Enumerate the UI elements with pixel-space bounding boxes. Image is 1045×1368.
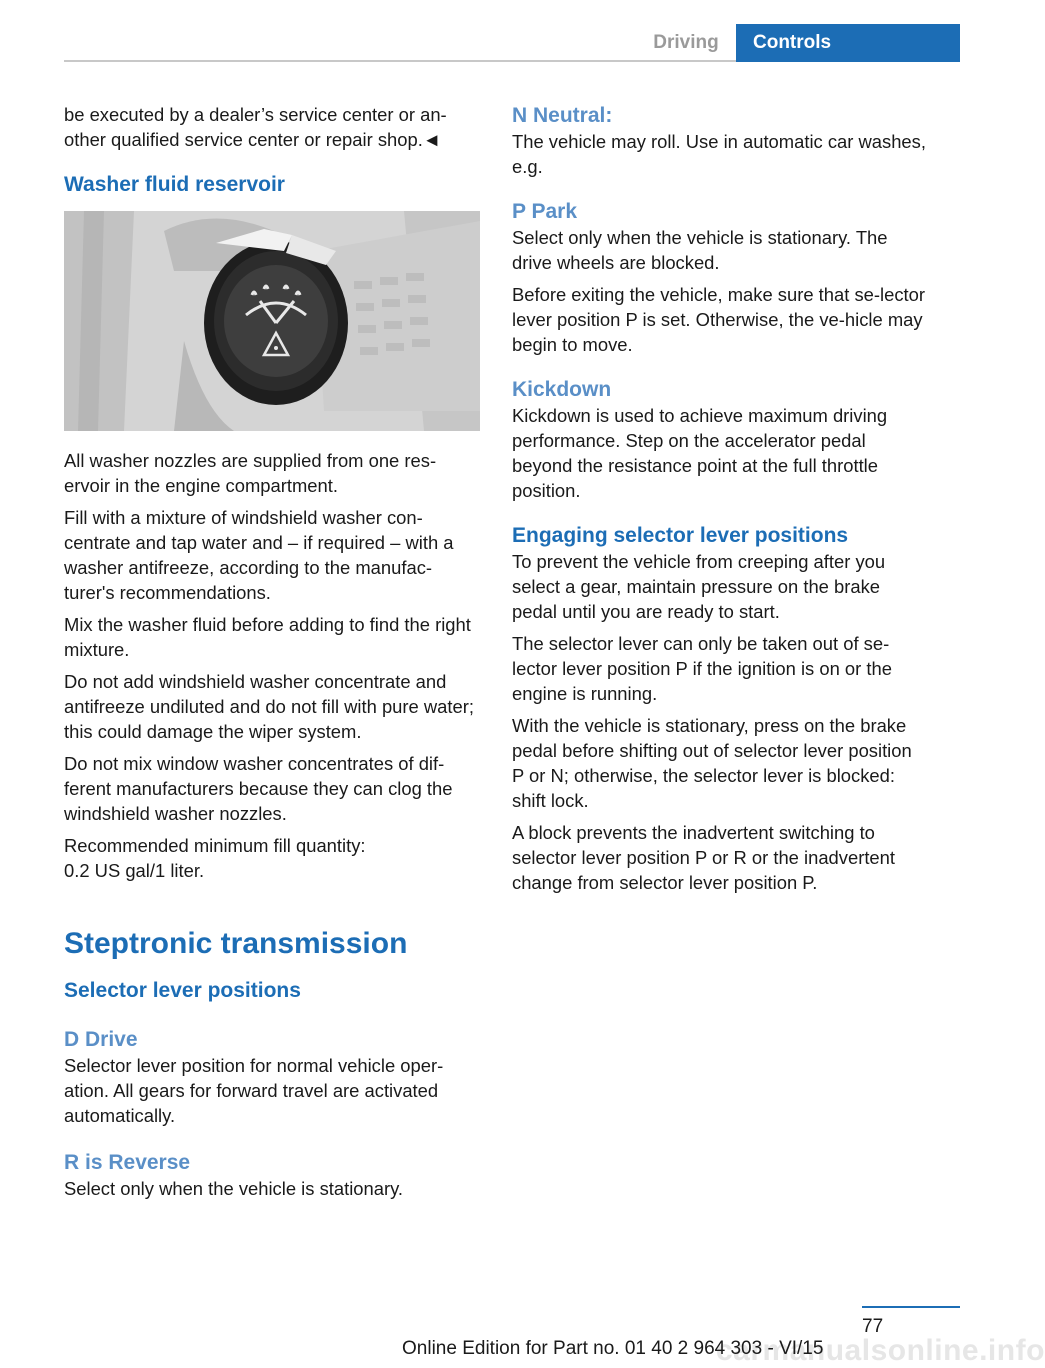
washer-paragraph: Mix the washer fluid before adding to find the right mixture.	[64, 614, 471, 660]
right-column	[512, 102, 928, 902]
kickdown-heading: Kickdown	[512, 378, 612, 401]
p-park-text: Before exiting the vehicle, make sure that se-lector lever position P is set. Otherwise, the ve-hicle may begin to move.	[512, 284, 925, 355]
selector-positions-heading: Selector lever positions	[64, 979, 301, 1002]
p-park-heading: P Park	[512, 200, 577, 223]
footer-rule	[862, 1306, 960, 1308]
engaging-paragraph: With the vehicle is stationary, press on the brake pedal before shifting out of selector lever position P or N; otherwise, the selector lever is blocked: shift lock.	[512, 715, 912, 811]
washer-heading: Washer fluid reservoir	[64, 173, 285, 196]
left-column	[64, 102, 480, 1208]
r-reverse-text: Select only when the vehicle is stationary.	[64, 1178, 404, 1199]
washer-paragraph: Fill with a mixture of windshield washer con-centrate and tap water and – if required – with a washer antifreeze, according to the manufac-turer's recommendations.	[64, 507, 454, 603]
engaging-paragraph: A block prevents the inadvertent switching to selector lever position P or R or the inadvertent change from selector lever position P.	[512, 822, 895, 893]
edition-line: Online Edition for Part no. 01 40 2 964 303 - VI/15	[402, 1338, 824, 1359]
engaging-positions-heading: Engaging selector lever positions	[512, 524, 849, 547]
fill-quantity-label: Recommended minimum fill quantity:	[64, 835, 366, 856]
header-section-tab[interactable]: Driving	[653, 32, 719, 53]
n-neutral-heading: N Neutral:	[512, 104, 613, 127]
washer-reservoir-cap-illustration	[64, 211, 480, 431]
header-chapter-tab[interactable]: Controls	[736, 24, 960, 62]
steptronic-heading: Steptronic transmission	[64, 927, 408, 960]
d-drive-heading: D Drive	[64, 1028, 138, 1051]
fill-quantity-value: 0.2 US gal/1 liter.	[64, 860, 205, 881]
kickdown-text: Kickdown is used to achieve maximum driving performance. Step on the accelerator pedal beyond the resistance point at the full throttle position.	[512, 405, 888, 501]
washer-paragraph: Do not mix window washer concentrates of dif-ferent manufacturers because they can clog the windshield washer nozzles.	[64, 753, 453, 824]
washer-paragraph: Do not add windshield washer concentrate and antifreeze undiluted and do not fill with pure water; this could damage the wiper system.	[64, 671, 474, 742]
n-neutral-text: The vehicle may roll. Use in automatic car washes, e.g.	[512, 131, 926, 177]
d-drive-text: Selector lever position for normal vehicle oper-ation. All gears for forward travel are activated automatically.	[64, 1055, 444, 1126]
engaging-paragraph: To prevent the vehicle from creeping after you select a gear, maintain pressure on the brake pedal until you are ready to start.	[512, 551, 886, 622]
p-park-text: Select only when the vehicle is stationary. The drive wheels are blocked.	[512, 227, 888, 273]
washer-paragraph: All washer nozzles are supplied from one res-ervoir in the engine compartment.	[64, 450, 437, 496]
page-number: 77	[862, 1316, 884, 1337]
watermark: carmanualsonline.info	[716, 1334, 1045, 1367]
intro-paragraph: be executed by a dealer’s service center or an-other qualified service center or repair shop.◄	[64, 104, 447, 150]
engaging-paragraph: The selector lever can only be taken out of se-lector lever position P if the ignition is on or the engine is running.	[512, 633, 892, 704]
r-reverse-heading: R is Reverse	[64, 1151, 191, 1174]
